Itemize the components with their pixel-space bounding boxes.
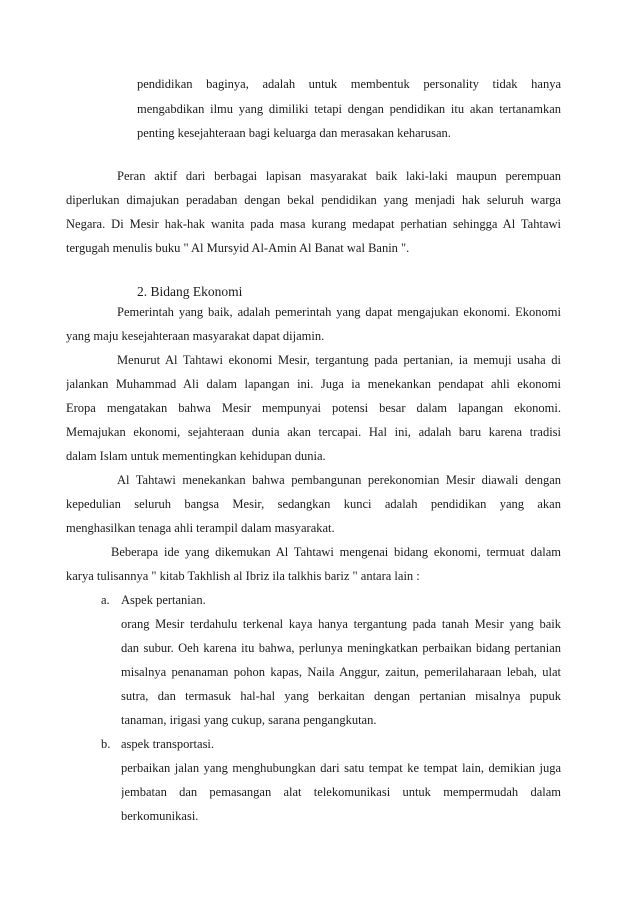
text-line: mengabdikan ilmu yang dimiliki tetapi dengan pendidikan itu akan tertanamkan (137, 102, 561, 116)
list-item-title: Aspek pertanian. (121, 593, 206, 607)
text-line: menghasilkan tenaga ahli terampil dalam masyarakat. (66, 521, 335, 535)
paragraph-first-line: Beberapa ide yang dikemukan Al Tahtawi mengenai bidang ekonomi, termuat dalam (111, 545, 561, 559)
paragraph-first-line: Menurut Al Tahtawi ekonomi Mesir, tergantung pada pertanian, ia memuji usaha di (117, 353, 561, 367)
text-line: Memajukan ekonomi, sejahteraan dunia akan tercapai. Hal ini, adalah baru karena tradisi (66, 425, 561, 439)
list-item-line: tanaman, irigasi yang cukup, sarana pengangkutan. (121, 713, 377, 727)
list-item-line: dan subur. Oeh karena itu bahwa, perlunya meningkatkan perbaikan bidang pertanian (121, 641, 561, 655)
list-item-line: perbaikan jalan yang menghubungkan dari satu tempat ke tempat lain, demikian juga (121, 761, 561, 775)
text-line: kepedulian seluruh bangsa Mesir, sedangkan kunci adalah pendidikan yang akan (66, 497, 561, 511)
text-line: dalam Islam untuk mementingkan kehidupan dunia. (66, 449, 326, 463)
text-line: penting kesejahteraan bagi keluarga dan merasakan keharusan. (137, 126, 451, 140)
text-line: Eropa mengatakan bahwa Mesir mempunyai potensi besar dalam lapangan ekonomi. (66, 401, 561, 415)
paragraph-first-line: Al Tahtawi menekankan bahwa pembangunan perekonomian Mesir diawali dengan (117, 473, 561, 487)
text-line: jalankan Muhammad Ali dalam lapangan ini. Juga ia menekankan pendapat ahli ekonomi (66, 377, 561, 391)
paragraph-first-line: Pemerintah yang baik, adalah pemerintah yang dapat mengajukan ekonomi. Ekonomi (117, 305, 561, 319)
list-marker: b. (101, 737, 111, 751)
list-item-line: berkomunikasi. (121, 809, 199, 823)
text-line: Negara. Di Mesir hak-hak wanita pada masa kurang medapat perhatian sehingga Al Tahtawi (66, 217, 561, 231)
list-marker: a. (101, 593, 110, 607)
paragraph-first-line: Peran aktif dari berbagai lapisan masyarakat baik laki-laki maupun perempuan (117, 169, 561, 183)
text-line: pendidikan baginya, adalah untuk membentuk personality tidak hanya (137, 77, 561, 91)
list-item-line: jembatan dan pemasangan alat telekomunikasi untuk mempermudah dalam (121, 785, 561, 799)
text-line: karya tulisannya " kitab Takhlish al Ibriz ila talkhis bariz " antara lain : (66, 569, 420, 583)
text-line: tergugah menulis buku " Al Mursyid Al-Amin Al Banat wal Banin ". (66, 241, 410, 255)
list-item-title: aspek transportasi. (121, 737, 215, 751)
list-item-line: orang Mesir terdahulu terkenal kaya hanya tergantung pada tanah Mesir yang baik (121, 617, 561, 631)
list-item-line: sutra, dan termasuk hal-hal yang berkaitan dengan pertanian misalnya pupuk (121, 689, 561, 703)
text-line: yang maju kesejahteraan masyarakat dapat dijamin. (66, 329, 325, 343)
section-heading: 2. Bidang Ekonomi (137, 284, 243, 299)
list-item-line: misalnya penanaman pohon kapas, Naila Anggur, zaitun, pemerilaharaan lebah, ulat (121, 665, 561, 679)
text-line: diperlukan dimajukan peradaban dengan bekal pendidikan yang menjadi hak seluruh warga (66, 193, 561, 207)
